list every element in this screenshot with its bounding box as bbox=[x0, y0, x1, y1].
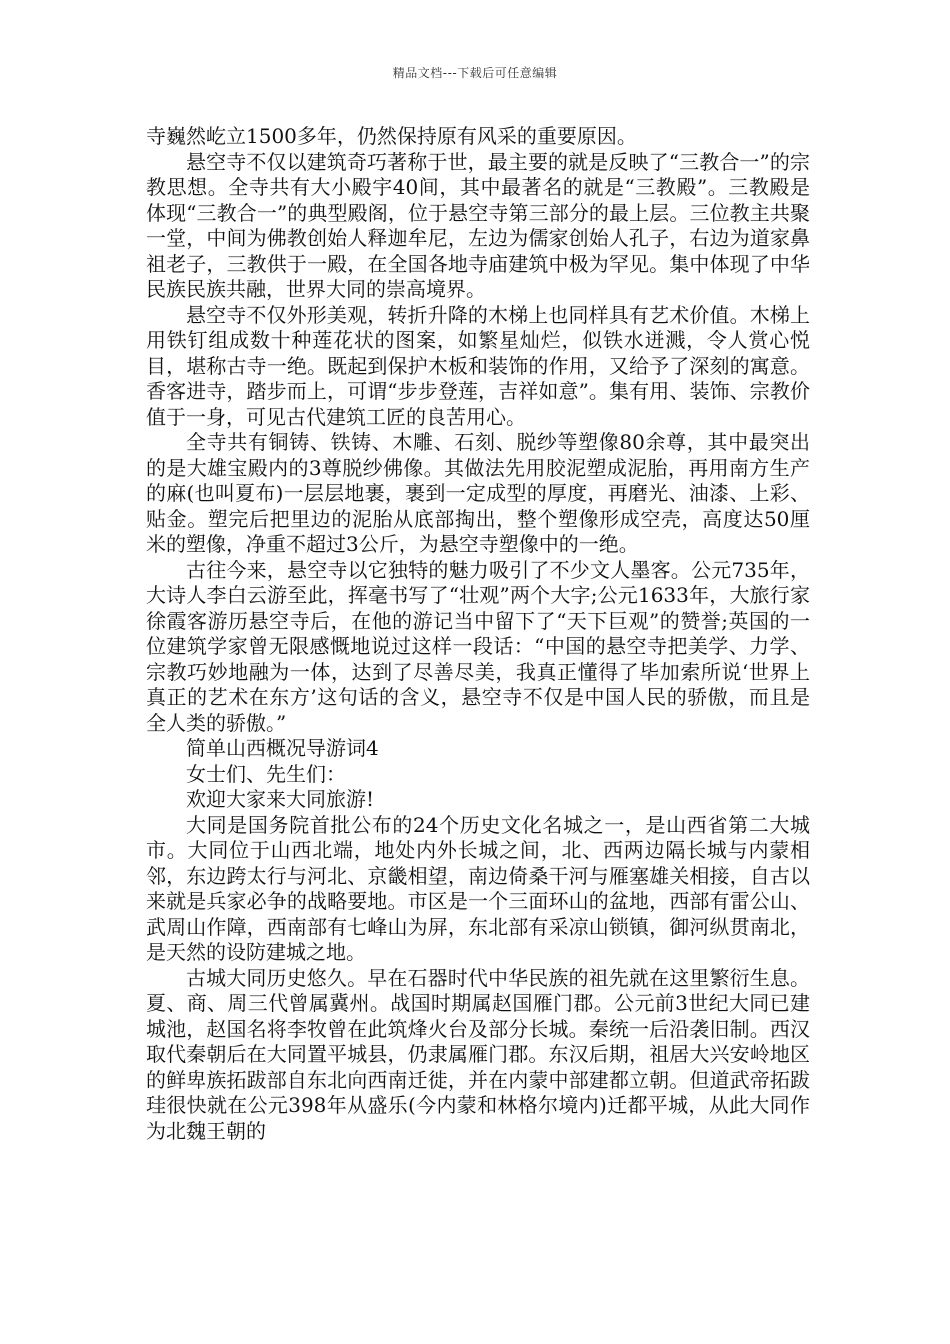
paragraph: 古城大同历史悠久。早在石器时代中华民族的祖先就在这里繁衍生息。夏、商、周三代曾属冀州。战国时期属赵国雁门郡。公元前3世纪大同已建城池，赵国名将李牧曾在此筑烽火台及部分长城。秦统一后沿袭旧制。西汉取代秦朝后在大同置平城县，仍隶属雁门郡。东汉后期，祖居大兴安岭地区的鲜卑族拓跋部自东北向西南迁徙，并在内蒙中部建都立朝。但道武帝拓跋珪很快就在公元398年从盛乐(今内蒙和林格尔境内)迁都平城，从此大同作为北魏王朝的 bbox=[146, 965, 810, 1143]
paragraph: 简单山西概况导游词4 bbox=[186, 736, 379, 760]
paragraph: 全寺共有铜铸、铁铸、木雕、石刻、脱纱等塑像80余尊，其中最突出的是大雄宝殿内的3尊脱纱佛像。其做法先用胶泥塑成泥胎，再用南方生产的麻(也叫夏布)一层层地裹，裹到一定成型的厚度，再磨光、油漆、上彩、贴金。塑完后把里边的泥胎从底部掏出，整个塑像形成空壳，高度达50厘米的塑像，净重不超过3公斤，为悬空寺塑像中的一绝。 bbox=[146, 430, 810, 556]
paragraph: 欢迎大家来大同旅游! bbox=[186, 787, 375, 811]
page-header: 精品文档---下载后可任意编辑 bbox=[392, 66, 558, 80]
paragraph: 寺巍然屹立1500多年，仍然保持原有风采的重要原因。 bbox=[146, 124, 637, 148]
paragraph: 悬空寺不仅以建筑奇巧著称于世，最主要的就是反映了“三教合一”的宗教思想。全寺共有大小殿宇40间，其中最著名的就是“三教殿”。三教殿是体现“三教合一”的典型殿阁，位于悬空寺第三部分的最上层。三位教主共聚一堂，中间为佛教创始人释迦牟尼，左边为儒家创始人孔子，右边为道家鼻祖老子，三教供于一殿，在全国各地寺庙建筑中极为罕见。集中体现了中华民族民族共融，世界大同的崇高境界。 bbox=[146, 149, 810, 301]
paragraph: 古往今来，悬空寺以它独特的魅力吸引了不少文人墨客。公元735年，大诗人李白云游至此，挥毫书写了“壮观”两个大字;公元1633年，大旅行家徐霞客游历悬空寺后，在他的游记当中留下了“天下巨观”的赞誉;英国的一位建筑学家曾无限感慨地说过这样一段话：“中国的悬空寺把美学、力学、宗教巧妙地融为一体，达到了尽善尽美，我真正懂得了毕加索所说‘世界上真正的艺术在东方’这句话的含义，悬空寺不仅是中国人民的骄傲，而且是全人类的骄傲。” bbox=[146, 557, 810, 735]
document-body bbox=[146, 124, 810, 1144]
paragraph: 大同是国务院首批公布的24个历史文化名城之一，是山西省第二大城市。大同位于山西北端，地处内外长城之间，北、西两边隔长城与内蒙相邻，东边跨太行与河北、京畿相望，南边倚桑干河与雁塞雄关相接，自古以来就是兵家必争的战略要地。市区是一个三面环山的盆地，西部有雷公山、武周山作障，西南部有七峰山为屏，东北部有采凉山锁镇，御河纵贯南北，是天然的设防建城之地。 bbox=[146, 812, 810, 964]
paragraph: 女士们、先生们： bbox=[186, 761, 346, 786]
paragraph: 悬空寺不仅外形美观，转折升降的木梯上也同样具有艺术价值。木梯上用铁钉组成数十种莲花状的图案，如繁星灿烂，似铁水迸溅，令人赏心悦目，堪称古寺一绝。既起到保护木板和装饰的作用，又给予了深刻的寓意。香客进寺，踏步而上，可谓“步步登莲，吉祥如意”。集有用、装饰、宗教价值于一身，可见古代建筑工匠的良苦用心。 bbox=[146, 302, 810, 429]
